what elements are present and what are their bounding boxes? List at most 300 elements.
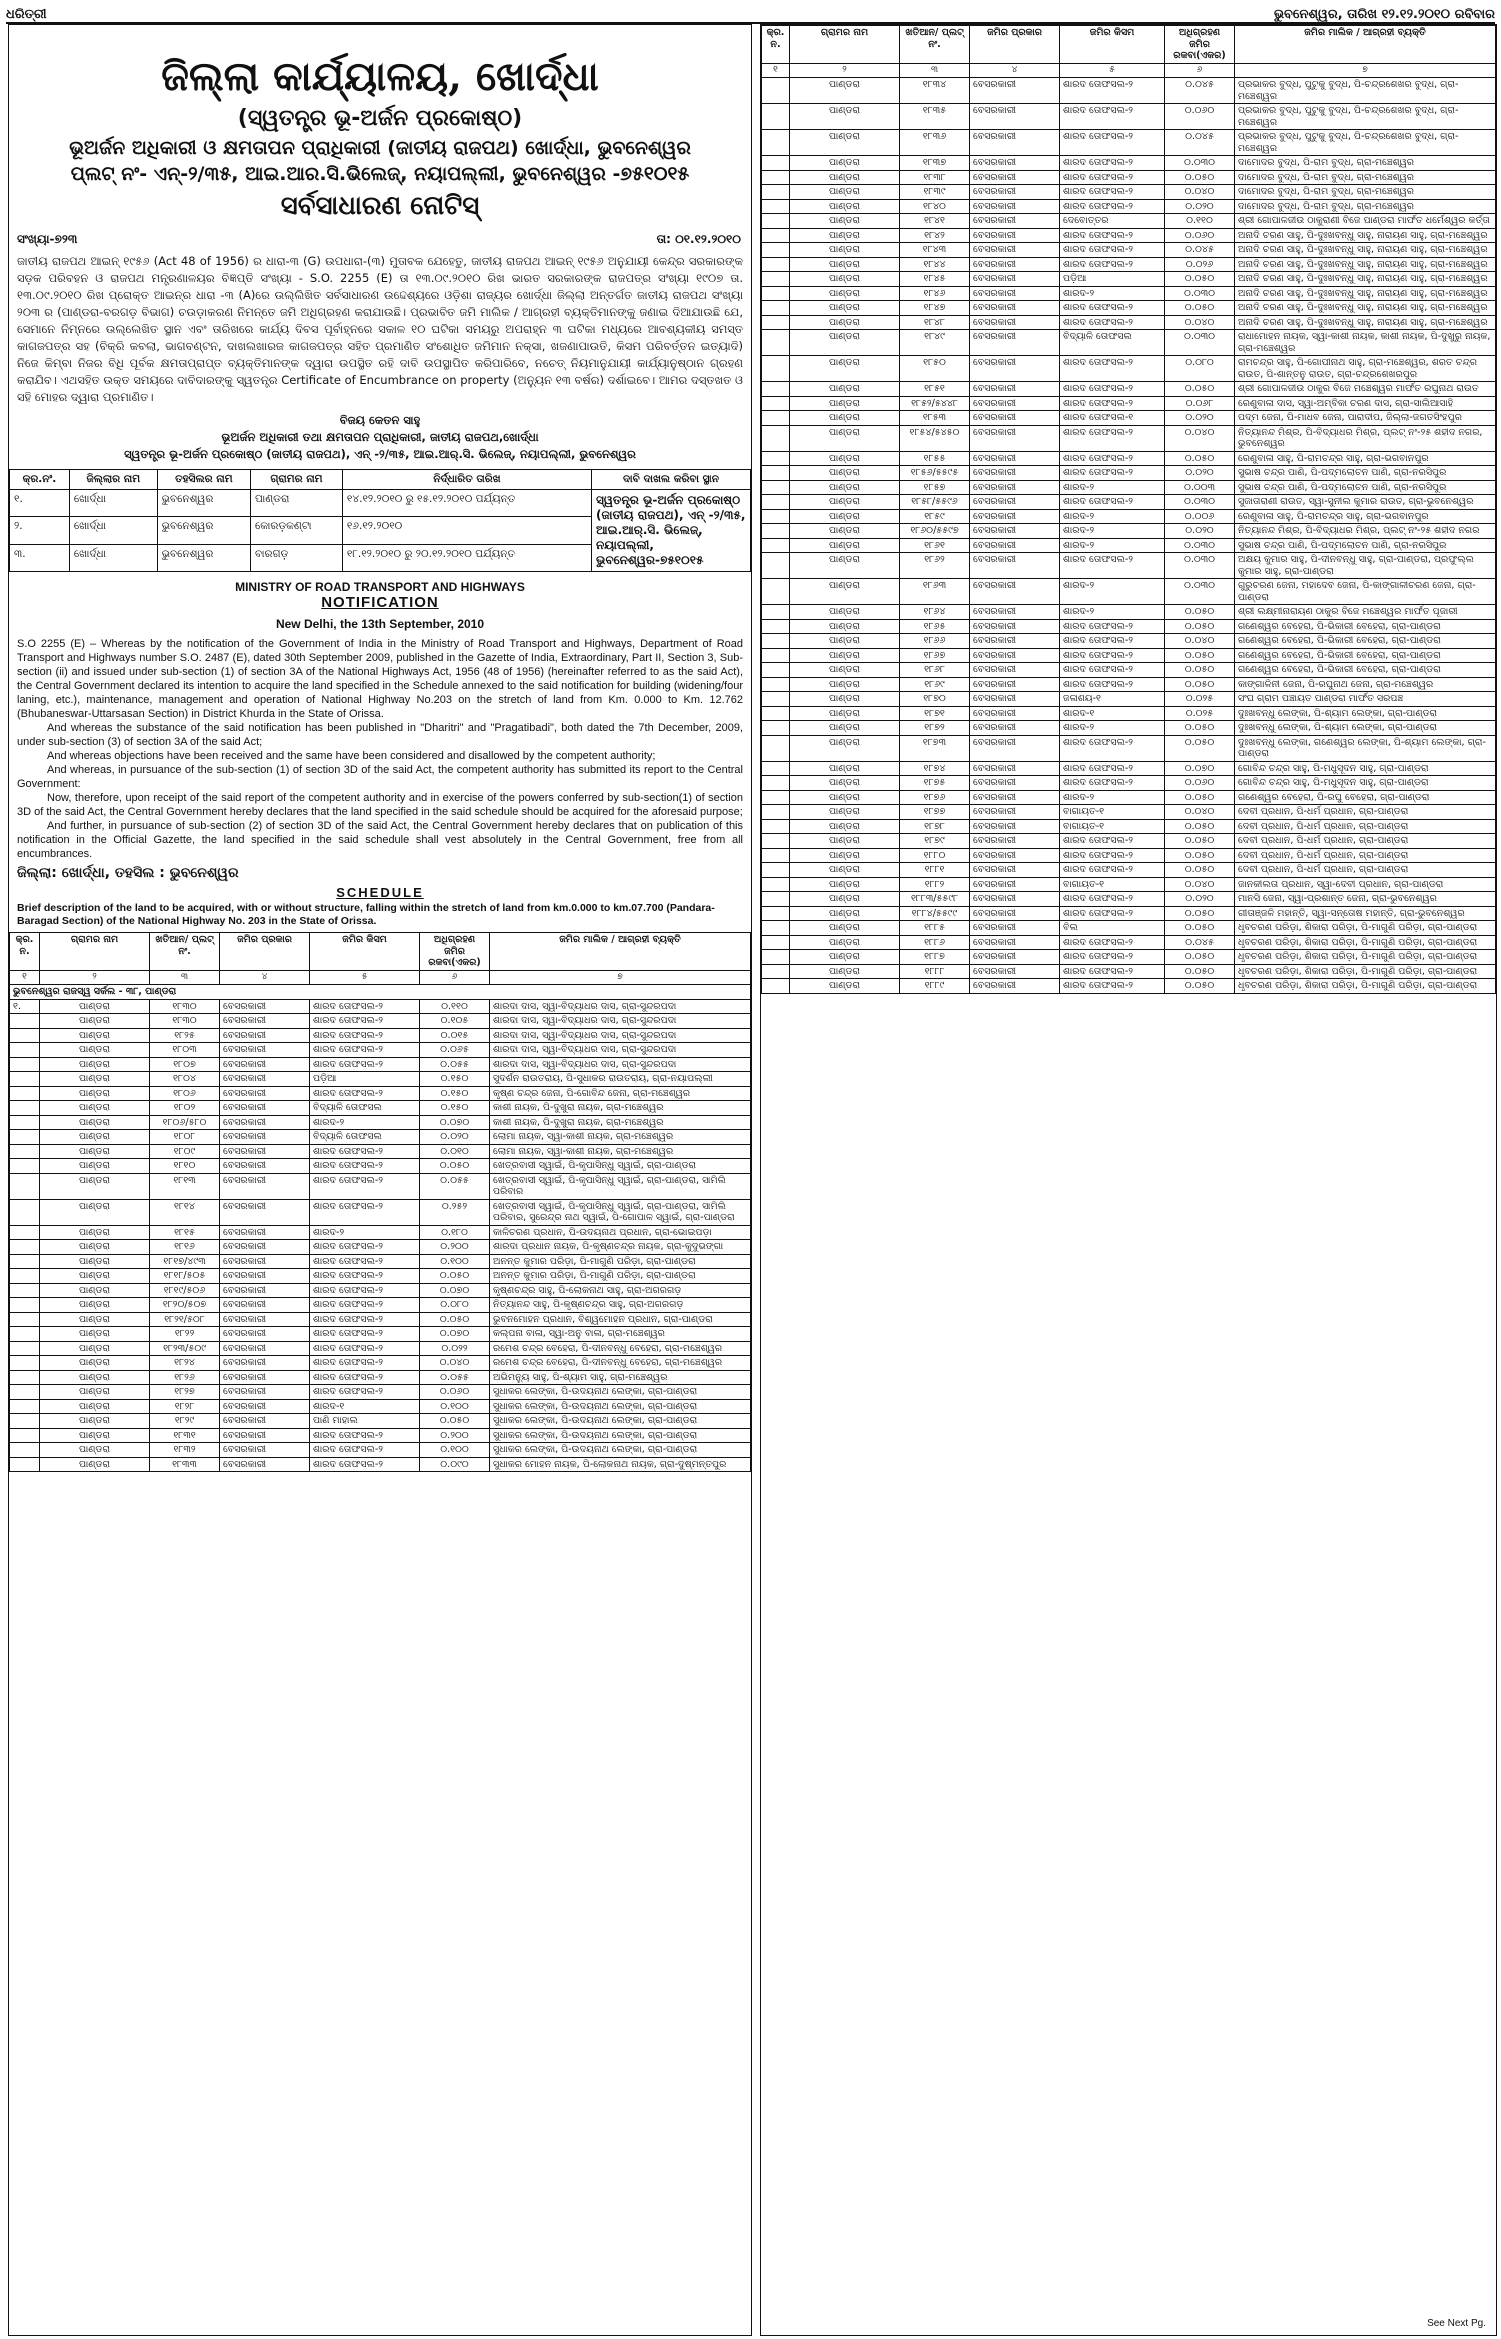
cell: କୃଷ୍ଣଚନ୍ଦ୍ର ସାହୁ, ପି-ଲୋକନାଥ ସାହୁ, ଗ୍ରା-ଅଗରଗଡ଼ — [490, 1283, 751, 1298]
schedule-left-body — [10, 999, 751, 1472]
cell: ୦.୦୩୦ — [1165, 330, 1235, 356]
cell: ୧୮୩୩ — [150, 1457, 220, 1472]
cell: ୦.୦୫୦ — [1165, 735, 1235, 761]
cell: ଶାରଦ ତୋଫସଲ-୨ — [1060, 315, 1165, 330]
cell: ବେସରକାରୀ — [970, 979, 1060, 994]
cell: ୦.୦୪୦ — [1165, 315, 1235, 330]
cell: ଶାରଦ ତୋଫସଲ-୨ — [1060, 170, 1165, 185]
cell: ଭୁବନେଶ୍ୱର — [157, 490, 250, 517]
cell: ୦.୦୮୦ — [1165, 356, 1235, 382]
cell — [762, 677, 790, 692]
cell: ପାଣ୍ଡରା — [790, 805, 900, 820]
cell — [762, 228, 790, 243]
cell: ପାଣ୍ଡରା — [790, 776, 900, 791]
cell: ଶାରଦ-୧ — [310, 1399, 420, 1414]
cell: ପାଣ୍ଡରା — [790, 382, 900, 397]
cell: ୧୮୩୧ — [150, 1428, 220, 1443]
cell: ୦.୦୬୦ — [1165, 776, 1235, 791]
cell: ଶାରଦ ତୋଫସଲ-୨ — [310, 1370, 420, 1385]
cell: ଶ୍ରୀ ଗୋପାଳଜୀଉ ଠାକୁରାଣୀ ବିଜେ ପାଣ୍ଡରା ମାର୍ଫତ ଧର୍ମେଶ୍ୱର କର୍ତ୍ତା — [1235, 214, 1496, 229]
cell: ୧୮୩୬ — [900, 130, 970, 156]
cell: ୧୮୧୩ — [150, 1173, 220, 1199]
cell: ଶାରଦ ତୋଫସଲ-୨ — [1060, 553, 1165, 579]
ministry-heading: MINISTRY OF ROAD TRANSPORT AND HIGHWAYS — [235, 580, 525, 594]
cell — [762, 863, 790, 878]
table-row — [10, 1240, 751, 1255]
cell: ଗୁରୁଚରଣ ଜେନା, ମହାଦେବ ଜେନା, ପି-କାଙ୍ଗାଳୀଚରଣ ଜେନା, ଗ୍ରା-ପାଣ୍ଡରା — [1235, 579, 1496, 605]
cell: ଗୋବିନ୍ଦ ଚନ୍ଦ୍ର ସାହୁ, ପି-ମଧୁସୂଦନ ସାହୁ, ଗ୍ରା-ପାଣ୍ଡରା — [1235, 776, 1496, 791]
cell: ୦.୦୫୦ — [1165, 906, 1235, 921]
cell — [762, 538, 790, 553]
cell: ପାଣ୍ଡରା — [790, 130, 900, 156]
col-number: ୭ — [1235, 63, 1496, 78]
cell: ପାଣ୍ଡରା — [40, 1144, 150, 1159]
cell: ଦେବୀ ପ୍ରଧାନ, ପି-ଧର୍ମ ପ୍ରଧାନ, ଗ୍ରା-ପାଣ୍ଡରା — [1235, 863, 1496, 878]
cell — [762, 286, 790, 301]
cell: ୦.୦୩୦ — [1165, 286, 1235, 301]
cell — [10, 1414, 40, 1429]
cell: ପାଣ୍ଡରା — [790, 451, 900, 466]
cell: ପାଣ୍ଡରା — [790, 906, 900, 921]
cell: ପାଣ୍ଡରା — [790, 538, 900, 553]
schedule-table-left — [9, 932, 751, 1472]
table-row — [10, 1014, 751, 1029]
cell: ୦.୨୫୨ — [420, 1199, 490, 1225]
notification-heading: NOTIFICATION — [321, 594, 439, 611]
cell: ଖୋର୍ଦ୍ଧା — [69, 544, 157, 571]
cell: ଅଭିମନ୍ୟୁ ସାହୁ, ପି-ଶ୍ୟାମ ସାହୁ, ଗ୍ରା-ମଞ୍ଚେଶ୍ୱର — [490, 1370, 751, 1385]
cell: ଶାରଦା ଦାସ, ସ୍ୱା-ବିଦ୍ୟାଧର ଦାସ, ଗ୍ରା-ସୁନ୍ଦରପଦା — [490, 1057, 751, 1072]
cell: ୧. — [10, 999, 40, 1014]
col-header: ଜମିର ପ୍ରକାର — [220, 933, 310, 971]
cell: ଶାରଦା ଦାସ, ସ୍ୱା-ବିଦ୍ୟାଧର ଦାସ, ଗ୍ରା-ସୁନ୍ଦରପଦା — [490, 999, 751, 1014]
cell: ବେସରକାରୀ — [970, 451, 1060, 466]
cell: ଖେତ୍ରବାସୀ ସ୍ୱାଇଁ, ପି-କୃପାସିନ୍ଧୁ ସ୍ୱାଇଁ, ଗ୍ରା-ପାଣ୍ଡରା, ସାମିଲି ପରିବାର — [490, 1173, 751, 1199]
cell: ୧୮୫୦ — [900, 356, 970, 382]
col-header: ଗ୍ରାମର ନାମ — [250, 470, 342, 490]
cell: ଶାରଦା ଦାସ, ସ୍ୱା-ବିଦ୍ୟାଧର ଦାସ, ଗ୍ରା-ସୁନ୍ଦରପଦା — [490, 1028, 751, 1043]
cell: ୧୮୦୭ — [150, 1057, 220, 1072]
cell: ରାଧାମୋହନ ନାୟକ, ସ୍ୱା-କାଶୀ ନାୟକ, କାଶୀ ନାୟକ, ପି-ଦୁଖୁରୁ ନାୟକ, ଗ୍ରା-ମଞ୍ଚେଶ୍ୱର — [1235, 330, 1496, 356]
cell: ପାଣ୍ଡରା — [790, 170, 900, 185]
cell — [762, 272, 790, 287]
col-header: ଖତିଆନ/ ପ୍ଲଟ୍ ନଂ. — [150, 933, 220, 971]
right-column — [760, 24, 1497, 2336]
cell: ୧୮୪୪ — [900, 257, 970, 272]
schedule-right-body — [762, 78, 1496, 994]
cell: ୦.୦୨୨ — [420, 1341, 490, 1356]
cell: ୦.୦୪୦ — [1165, 425, 1235, 451]
cell: ବେସରକାରୀ — [970, 396, 1060, 411]
cell — [10, 1159, 40, 1174]
cell: ପାଣ୍ଡରା — [790, 553, 900, 579]
cell: ପାଣ୍ଡରା — [790, 579, 900, 605]
cell: ପାଣ୍ଡରା — [40, 1028, 150, 1043]
cell: ୦.୦୫୫ — [420, 1173, 490, 1199]
table-row — [762, 579, 1496, 605]
cell: ଶାରଦ ତୋଫସଲ-୨ — [1060, 735, 1165, 761]
cell: ଗୋବିନ୍ଦ ଚନ୍ଦ୍ର ସାହୁ, ପି-ମଧୁସୂଦନ ସାହୁ, ଗ୍ରା-ପାଣ୍ଡରା — [1235, 761, 1496, 776]
cell: ୦.୦୫୦ — [1165, 819, 1235, 834]
cell: ସୁଧାକର ଲେଙ୍କା, ପି-ଉଦୟନାଥ ଲେଙ୍କା, ଗ୍ରା-ପାଣ୍ଡରା — [490, 1414, 751, 1429]
cell: ବେସରକାରୀ — [220, 1101, 310, 1116]
cell — [10, 1370, 40, 1385]
cell — [762, 411, 790, 426]
cell: ୧୮୧୬ — [150, 1240, 220, 1255]
cell: ବେସରକାରୀ — [970, 619, 1060, 634]
table-row — [762, 185, 1496, 200]
cell — [762, 964, 790, 979]
cell: ଖେତ୍ରବାସୀ ସ୍ୱାଇଁ, ପି-କୃପାସିନ୍ଧୁ ସ୍ୱାଇଁ, ଗ୍ରା-ପାଣ୍ଡରା, ସାମିଲି ପରିବାର, ସୁରେନ୍ଦ୍ର ନାଥ ସ୍ୱାଇଁ, ପି-ଗୋପାଳ ସ୍ୱାଇଁ, ଗ୍ରା-ପାଣ୍ଡରା — [490, 1199, 751, 1225]
cell: ପାଣ୍ଡରା — [790, 735, 900, 761]
cell — [762, 553, 790, 579]
cell: ୧୮୫୫ — [900, 451, 970, 466]
cell: ବେସରକାରୀ — [970, 663, 1060, 678]
cell: ଧୃବଚରଣ ପରିଡ଼ା, ଶିକାରା ପରିଡ଼ା, ପି-ମାଗୁଣି ପରିଡ଼ା, ଗ୍ରା-ପାଣ୍ଡରା — [1235, 979, 1496, 994]
cell: ପାଣ୍ଡରା — [790, 892, 900, 907]
table-row — [10, 1159, 751, 1174]
cell: ପାଣ୍ଡରା — [790, 396, 900, 411]
cell — [762, 634, 790, 649]
cell: ରାମଚନ୍ଦ୍ର ସାହୁ, ପି-ଗୋପୀନାଥ ସାହୁ, ଗ୍ରା-ମଞ୍ଚେଶ୍ୱର, ଶରତ ଚନ୍ଦ୍ର ରାଉତ, ପି-ଶାନ୍ତନୁ ରାଉତ, ଗ୍ରା-ଚନ୍ଦ୍ରଶେଖରପୁର — [1235, 356, 1496, 382]
cell: ବେସରକାରୀ — [220, 1298, 310, 1313]
cell: ୦.୧୮୦ — [420, 1225, 490, 1240]
paragraph: And whereas, in pursuance of the sub-section (1) of section 3D of the said Act, the competent authority has submitted its report to the Central Government: — [17, 764, 743, 790]
cell: ଶାରଦ ତୋଫସଲ-୨ — [310, 1312, 420, 1327]
cell: ୧୮୮୨ — [900, 877, 970, 892]
table-row — [10, 1457, 751, 1472]
cell: ବେସରକାରୀ — [970, 579, 1060, 605]
table-row — [10, 1312, 751, 1327]
cell — [10, 1043, 40, 1058]
col-header: ଅଧିଗ୍ରହଣ ଜମିର ରକବା(ଏକର) — [1165, 26, 1235, 64]
cell: ୧୮୭୭ — [900, 805, 970, 820]
cell: ୦.୦୪୫ — [1165, 243, 1235, 258]
col-header: ଜମିର କିସମ — [1060, 26, 1165, 64]
cell: ବେସରକାରୀ — [970, 935, 1060, 950]
table-row — [10, 1428, 751, 1443]
cell: ୧୮୬୪ — [900, 605, 970, 620]
cell — [762, 104, 790, 130]
cell: ୦.୨୦୦ — [420, 1240, 490, 1255]
cell: ଅନାଦି ଚରଣ ସାହୁ, ପି-ଦୁଃଖବନ୍ଧୁ ସାହୁ, ନାରାୟଣ ସାହୁ, ଗ୍ରା-ମଞ୍ଚେଶ୍ୱର — [1235, 315, 1496, 330]
cell: ୦.୧୫୦ — [420, 1101, 490, 1116]
cell — [10, 1028, 40, 1043]
signature-block — [9, 412, 751, 463]
cell: ୧୮୪୮ — [900, 315, 970, 330]
cell: ୧୮୪୧ — [900, 214, 970, 229]
table-row — [10, 1385, 751, 1400]
cell: ଶାରଦ ତୋଫସଲ-୨ — [310, 1385, 420, 1400]
schedule-table-right — [761, 25, 1496, 994]
cell: ବାଗାୟତ-୧ — [1060, 805, 1165, 820]
cell: ଶାରଦ ତୋଫସଲ-୨ — [1060, 761, 1165, 776]
table-row — [762, 199, 1496, 214]
cell: ପାଣ୍ଡରା — [790, 964, 900, 979]
cell — [762, 663, 790, 678]
col-header: ତହସିଲର ନାମ — [157, 470, 250, 490]
cell: ବେସରକାରୀ — [970, 509, 1060, 524]
cell: ୦.୦୫୦ — [1165, 834, 1235, 849]
cell: ଶାରଦ ତୋଫସଲ-୨ — [1060, 382, 1165, 397]
cell: ସୁଜାତାରାଣୀ ରାଉତ, ସ୍ୱା-ସୁନୀଲ କୁମାର ରାଉତ, ଗ୍ରା-ଭୁବନେଶ୍ୱର — [1235, 495, 1496, 510]
table-row — [762, 156, 1496, 171]
table-row — [762, 553, 1496, 579]
cell: ବେସରକାରୀ — [970, 185, 1060, 200]
cell: ୦.୦୧୦ — [420, 1144, 490, 1159]
table-row — [762, 495, 1496, 510]
cell: ବେସରକାରୀ — [970, 228, 1060, 243]
cell: ଶାରଦା ଦାସ, ସ୍ୱା-ବିଦ୍ୟାଧର ଦାସ, ଗ୍ରା-ସୁନ୍ଦରପଦା — [490, 1043, 751, 1058]
cell — [762, 979, 790, 994]
table-row — [762, 130, 1496, 156]
cell: ୧୮୫୧ — [900, 382, 970, 397]
table-row — [762, 721, 1496, 736]
cell: ପ୍ରଭାକର ବୁଦ୍ଧ, ପୁଟୁକୁ ବୁଦ୍ଧ, ପି-ଚନ୍ଦ୍ରଶେଖର ବୁଦ୍ଧ, ଗ୍ରା-ମଞ୍ଚେଶ୍ୱର — [1235, 130, 1496, 156]
cell: ପାଣ୍ଡରା — [790, 950, 900, 965]
cell: ୧୮୪୦ — [900, 199, 970, 214]
cell: ଶାରଦ ତୋଫସଲ-୨ — [310, 1269, 420, 1284]
cell: ପାଣ୍ଡରା — [40, 1370, 150, 1385]
cell: ୧୮୨୧/୫୦୮ — [150, 1312, 220, 1327]
col-header: ଗ୍ରାମର ନାମ — [40, 933, 150, 971]
cell — [762, 790, 790, 805]
cell: ୦.୦୫୦ — [1165, 848, 1235, 863]
cell: ଶାରଦ-୨ — [1060, 721, 1165, 736]
table-row — [762, 935, 1496, 950]
cell: ୦.୦୨୫ — [1165, 692, 1235, 707]
cell: ୦.୦୫୦ — [1165, 721, 1235, 736]
cell: ବେସରକାରୀ — [970, 243, 1060, 258]
cell: ବେସରକାରୀ — [970, 819, 1060, 834]
cell: ବେସରକାରୀ — [970, 170, 1060, 185]
cell — [762, 330, 790, 356]
table-row — [762, 451, 1496, 466]
cell: ପାଣ୍ଡରା — [790, 935, 900, 950]
cell: ଶାରଦ ତୋଫସଲ-୨ — [1060, 156, 1165, 171]
cell: ପାଣ୍ଡରା — [40, 1327, 150, 1342]
cell: ୧୮୧୯/୫୦୬ — [150, 1283, 220, 1298]
table-row — [10, 1254, 751, 1269]
cell: ବେସରକାରୀ — [220, 1057, 310, 1072]
cell: ବେସରକାରୀ — [220, 1159, 310, 1174]
cell: ପାଣ୍ଡରା — [40, 1173, 150, 1199]
cell: ବେସରକାରୀ — [970, 848, 1060, 863]
cell: ଅନାଦି ଚରଣ ସାହୁ, ପି-ଦୁଃଖବନ୍ଧୁ ସାହୁ, ନାରାୟଣ ସାହୁ, ଗ୍ରା-ମଞ୍ଚେଶ୍ୱର — [1235, 272, 1496, 287]
cell: ୧୮୪୩ — [900, 243, 970, 258]
cell: ଗଣେଶ୍ୱର ବେହେରା, ପି-ଭିକାରୀ ବେହେରା, ଗ୍ରା-ପାଣ୍ଡରା — [1235, 663, 1496, 678]
cell: ୦.୧୦୦ — [420, 1443, 490, 1458]
cell: ୦.୦୫୦ — [1165, 921, 1235, 936]
cell: ଦୁଃଖବନ୍ଧୁ ଲେଙ୍କା, ଗଣେଶ୍ୱର ଲେଙ୍କା, ପି-ଶ୍ୟାମ ଲେଙ୍କା, ଗ୍ରା-ପାଣ୍ଡରା — [1235, 735, 1496, 761]
cell: ଶାରଦ ତୋଫସଲ-୨ — [1060, 495, 1165, 510]
cell: କାଙ୍ଗାଳିନୀ ଜେନା, ପି-ରଘୁନାଥ ଜେନା, ଗ୍ରା-ମଞ୍ଚେଶ୍ୱର — [1235, 677, 1496, 692]
cell — [10, 1327, 40, 1342]
cell — [10, 1269, 40, 1284]
cell: ଶାରଦ ତୋଫସଲ-୨ — [1060, 104, 1165, 130]
cell: ୦.୦୫୦ — [420, 1269, 490, 1284]
cell: ୦.୦୨୦ — [1165, 411, 1235, 426]
cell: ୧୮୬୩ — [900, 579, 970, 605]
paragraph: Now, therefore, upon receipt of the said report of the competent authority and in exercise of the powers conferred by sub-section(1) of section 3D of the said Act, the Central Government hereby declares that the land specified in the said schedule should be acquired for the aforesaid purpose; — [17, 792, 743, 818]
cell: ୧୮୭୬ — [900, 790, 970, 805]
cell — [762, 185, 790, 200]
cell — [10, 1312, 40, 1327]
cell: ଖେତ୍ରବାସୀ ସ୍ୱାଇଁ, ପି-କୃପାସିନ୍ଧୁ ସ୍ୱାଇଁ, ଗ୍ରା-ପାଣ୍ଡରା — [490, 1159, 751, 1174]
cell: ୦.୦୫୦ — [420, 1414, 490, 1429]
cell: ପାଣ୍ଡରା — [790, 330, 900, 356]
cell: ବେସରକାରୀ — [220, 1130, 310, 1145]
table-row — [762, 848, 1496, 863]
cell: ୧୮୦୪ — [150, 1072, 220, 1087]
cell: ଶାରଦ-୨ — [1060, 790, 1165, 805]
cell — [762, 199, 790, 214]
cell: ପାଣି ମାହାଲ — [310, 1414, 420, 1429]
col-header: କ୍ର. ନ. — [10, 933, 40, 971]
cell — [762, 509, 790, 524]
cell: ଶାରଦ ତୋଫସଲ-୨ — [310, 1043, 420, 1058]
cell: ଶାରଦ-୨ — [1060, 480, 1165, 495]
cell: ବେସରକାରୀ — [220, 1370, 310, 1385]
cell: ଭୁବନମୋହନ ପ୍ରଧାନ, ବିଶ୍ୱମୋହନ ପ୍ରଧାନ, ଗ୍ରା-ପାଣ୍ଡରା — [490, 1312, 751, 1327]
table-row — [10, 1130, 751, 1145]
cell: ୧୮୩୪ — [900, 78, 970, 104]
cell: ୧୮୬୧ — [900, 538, 970, 553]
cell: ୦.୦୨୦ — [420, 1130, 490, 1145]
notification-body — [9, 637, 751, 861]
col-number: ୬ — [420, 970, 490, 985]
table-row — [762, 315, 1496, 330]
table-row — [762, 706, 1496, 721]
cell: ୦.୦୫୦ — [420, 1159, 490, 1174]
cell — [762, 921, 790, 936]
cell — [762, 935, 790, 950]
cell: ୦.୦୨୫ — [1165, 706, 1235, 721]
table-row — [762, 214, 1496, 229]
col-number: ୫ — [1060, 63, 1165, 78]
cell — [762, 848, 790, 863]
table-row — [10, 1028, 751, 1043]
cell: ବେସରକାରୀ — [970, 553, 1060, 579]
table-row — [10, 1101, 751, 1116]
cell: ପାଣ୍ଡରା — [790, 605, 900, 620]
cell — [762, 156, 790, 171]
table-row — [762, 790, 1496, 805]
table-row — [10, 1115, 751, 1130]
cell: ୧୮୩୦ — [150, 1014, 220, 1029]
col-number: ୪ — [970, 63, 1060, 78]
cell: ଗଣେଶ୍ୱର ବେହେରା, ପି-ରଘୁ ବେହେରା, ଗ୍ରା-ପାଣ୍ଡରା — [1235, 790, 1496, 805]
cell — [10, 1173, 40, 1199]
signatory-title: ଭୂଅର୍ଜନ ଅଧିକାରୀ ତଥା କ୍ଷମତାପନ ପ୍ରାଧିକାରୀ, ଜାତୀୟ ରାଜପଥ,ଖୋର୍ଦ୍ଧା — [221, 430, 539, 444]
cell — [762, 906, 790, 921]
cell: ପାଣ୍ଡରା — [790, 315, 900, 330]
table-row — [10, 1173, 751, 1199]
table-row — [10, 1086, 751, 1101]
table-row — [762, 411, 1496, 426]
cell: ପାଣ୍ଡରା — [40, 1115, 150, 1130]
col-number: ୧ — [10, 970, 40, 985]
table-row — [762, 892, 1496, 907]
cell: ପାଣ୍ଡରା — [40, 1414, 150, 1429]
cell: ଶାରଦ ତୋଫସଲ-୨ — [1060, 848, 1165, 863]
cell — [10, 1086, 40, 1101]
notice-heading: ସର୍ବସାଧାରଣ ନୋଟିସ୍ — [280, 191, 480, 221]
cell: ଦାମୋଦର ବୁଦ୍ଧ, ପି-ରାମ ବୁଦ୍ଧ, ଗ୍ରା-ମଞ୍ଚେଶ୍ୱର — [1235, 156, 1496, 171]
cell: ୦.୦୪୦ — [1165, 805, 1235, 820]
cell: ପାଣ୍ଡରା — [790, 425, 900, 451]
table-row — [762, 605, 1496, 620]
cell — [762, 451, 790, 466]
cell: ପାଣ୍ଡରା — [40, 1312, 150, 1327]
table-row — [762, 243, 1496, 258]
cell — [10, 1341, 40, 1356]
cell — [762, 735, 790, 761]
cell: ୨. — [10, 517, 70, 544]
col-number: ୩ — [150, 970, 220, 985]
cell — [762, 619, 790, 634]
cell: ୧୮୨୬ — [150, 1370, 220, 1385]
cell: ଶାରଦ ତୋଫସଲ-୨ — [310, 1428, 420, 1443]
col-number: ୫ — [310, 970, 420, 985]
cell: ନିତ୍ୟାନନ୍ଦ ମିଶ୍ର, ପି-ବିଦ୍ୟାଧର ମିଶ୍ର, ପ୍ଲଟ୍ ନଂ-୨୫ ଶହୀଦ ନଗର, ଭୁବନେଶ୍ୱର — [1235, 425, 1496, 451]
cell: ୧୮୩୭ — [900, 156, 970, 171]
cell: ୧୮୭୫ — [900, 776, 970, 791]
table-row — [762, 170, 1496, 185]
table-row — [762, 677, 1496, 692]
cell: ପାଣ୍ଡରା — [790, 214, 900, 229]
cell: ୦.୦୩୦ — [1165, 156, 1235, 171]
cell: ୦.୦୫୦ — [1165, 301, 1235, 316]
cell: ପାଣ୍ଡରା — [790, 466, 900, 481]
cell: ଭୁବନେଶ୍ୱର — [157, 544, 250, 571]
cell: ଭୁବନେଶ୍ୱର — [157, 517, 250, 544]
table-row — [762, 466, 1496, 481]
cell — [762, 819, 790, 834]
cell: ପାଣ୍ଡରା — [790, 692, 900, 707]
cell: ବେସରକାରୀ — [970, 906, 1060, 921]
cell: ପାଣ୍ଡରା — [40, 1341, 150, 1356]
col-header: ନିର୍ଦ୍ଧାରିତ ତାରିଖ — [342, 470, 591, 490]
cell: ୧୮୩୦ — [150, 999, 220, 1014]
cell: ପାଣ୍ଡରା — [40, 1428, 150, 1443]
cell: ୧୮୧୫ — [150, 1225, 220, 1240]
cell: ୧୮୭୯ — [900, 834, 970, 849]
cell: ୦.୦୪୫ — [1165, 130, 1235, 156]
cell: ବେସରକାରୀ — [220, 1399, 310, 1414]
cell: ୧୮୪୯ — [900, 330, 970, 356]
cell: ଶାରଦ ତୋଫସଲ-୨ — [310, 1014, 420, 1029]
cell: ଶାରଦ ତୋଫସଲ-୨ — [1060, 950, 1165, 965]
cell: ରମେଶ ଚନ୍ଦ୍ର ବେହେରା, ପି-ଦୀନବନ୍ଧୁ ବେହେରା, ଗ୍ରା-ମଞ୍ଚେଶ୍ୱର — [490, 1341, 751, 1356]
cell — [762, 315, 790, 330]
cell — [762, 356, 790, 382]
cell: ପାଣ୍ଡରା — [40, 1443, 150, 1458]
cell: ଶାରଦା ପ୍ରଧାନ ନାୟକ, ପି-କୃଷ୍ଣଚନ୍ଦ୍ର ନାୟକ, ଗ୍ରା-କୁଦୁଭଙ୍ଗା — [490, 1240, 751, 1255]
cell: ୧୮.୧୨.୨୦୧୦ ରୁ ୨୦.୧୨.୨୦୧୦ ପର୍ଯ୍ୟନ୍ତ — [342, 544, 591, 571]
cell: ଗଣେଶ୍ୱର ବେହେରା, ପି-ଭିକାରୀ ବେହେରା, ଗ୍ରା-ପାଣ୍ଡରା — [1235, 619, 1496, 634]
col-header: ଖତିଆନ/ ପ୍ଲଟ୍ ନଂ. — [900, 26, 970, 64]
cell: ଶାରଦ ତୋଫସଲ-୨ — [1060, 257, 1165, 272]
cell: ୧୮୫୬/୫୫୯୫ — [900, 466, 970, 481]
cell: ପାଣ୍ଡରା — [790, 411, 900, 426]
cell: ୧୮୫୪/୫୪୫୦ — [900, 425, 970, 451]
cell: ୧୮୮୦ — [900, 848, 970, 863]
cell: ବେସରକାରୀ — [220, 1269, 310, 1284]
cell: ଶାରଦ ତୋଫସଲ-୨ — [1060, 466, 1165, 481]
cell — [762, 950, 790, 965]
claim-place: ସ୍ୱତନ୍ତ୍ର ଭୂ-ଅର୍ଜନ ପ୍ରକୋଷ୍ଠ (ଜାତୀୟ ରାଜପଥ), ଏନ୍ -୨/୩୫, ଆଇ.ଆର୍.ସି. ଭିଲେଜ୍, ନୟାପଲ୍ଲୀ, ଭୁବନେଶ୍ୱର-୭୫୧୦୧୫ — [592, 490, 751, 572]
